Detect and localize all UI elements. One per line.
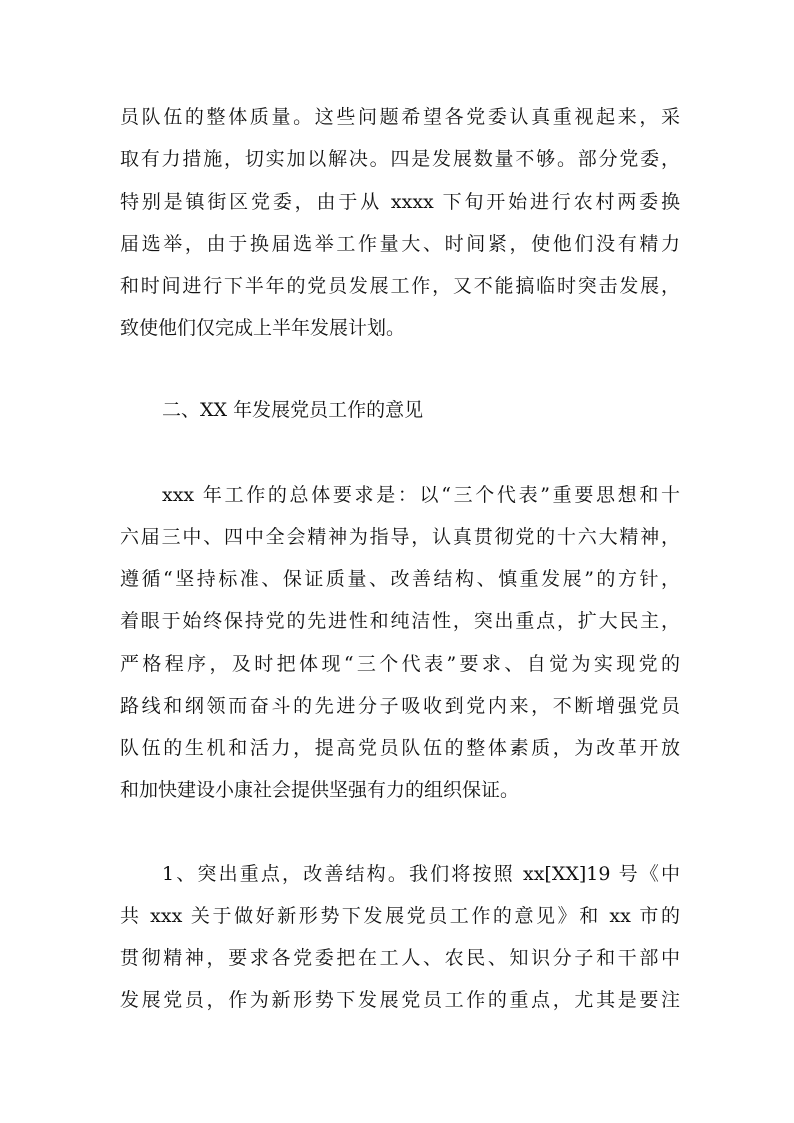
paragraph-line: 和时间进行下半年的党员发展工作，又不能搞临时突击发展， xyxy=(120,275,680,297)
paragraph-line: 1、突出重点，改善结构。我们将按照 xx[XX]19 号《中 xyxy=(162,863,680,885)
paragraph-line: 特别是镇街区党委，由于从 xxxx 下旬开始进行农村两委换 xyxy=(120,191,680,213)
paragraph-line: 路线和纲领而奋斗的先进分子吸收到党内来，不断增强党员 xyxy=(120,695,680,717)
paragraph-line: 遵循“坚持标准、保证质量、改善结构、慎重发展”的方针， xyxy=(120,568,680,590)
paragraph-line: 致使他们仅完成上半年发展计划。 xyxy=(120,317,406,339)
paragraph-line: 和加快建设小康社会提供坚强有力的组织保证。 xyxy=(120,779,520,801)
paragraph-line: 发展党员，作为新形势下发展党员工作的重点，尤其是要注 xyxy=(120,989,680,1011)
paragraph-line: 队伍的生机和活力，提高党员队伍的整体素质，为改革开放 xyxy=(120,737,680,759)
paragraph-line: 员队伍的整体质量。这些问题希望各党委认真重视起来，采 xyxy=(120,106,680,128)
paragraph-line: 届选举，由于换届选举工作量大、时间紧，使他们没有精力 xyxy=(120,233,680,255)
paragraph-line: 六届三中、四中全会精神为指导，认真贯彻党的十六大精神， xyxy=(120,526,680,548)
section-heading: 二、XX 年发展党员工作的意见 xyxy=(162,399,424,421)
paragraph-line: 取有力措施，切实加以解决。四是发展数量不够。部分党委， xyxy=(120,148,680,170)
paragraph-line: xxx 年工作的总体要求是：以“三个代表”重要思想和十 xyxy=(162,484,680,506)
paragraph-line: 严格程序，及时把体现“三个代表”要求、自觉为实现党的 xyxy=(120,653,680,675)
paragraph-line: 贯彻精神，要求各党委把在工人、农民、知识分子和干部中 xyxy=(120,947,680,969)
paragraph-line: 共 xxx 关于做好新形势下发展党员工作的意见》和 xx 市的 xyxy=(120,905,680,927)
paragraph-line: 着眼于始终保持党的先进性和纯洁性，突出重点，扩大民主， xyxy=(120,610,680,632)
